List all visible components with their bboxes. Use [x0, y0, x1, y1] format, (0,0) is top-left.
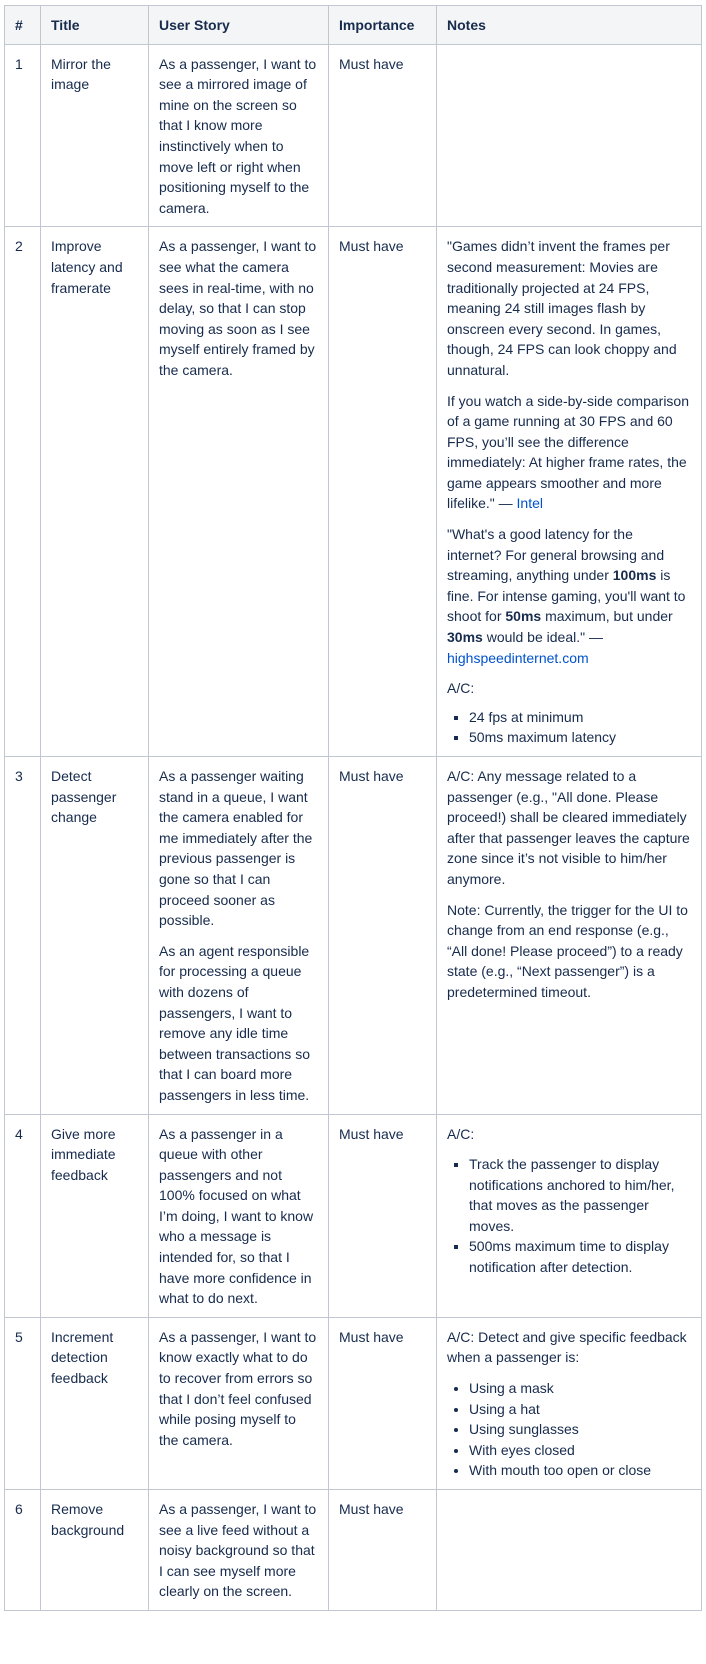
- story-paragraph: As an agent responsible for processing a queue with dozens of passengers, I want to remove any idle time between transactions so that I can board more passengers in less time.: [159, 942, 310, 1103]
- row-number: 5: [5, 1317, 41, 1489]
- row-importance: Must have: [329, 1114, 437, 1317]
- row-notes: [437, 1317, 702, 1489]
- row-notes: [437, 44, 702, 227]
- latency-quote-text: is fine. For intense gaming, you'll want to shoot for: [447, 567, 686, 625]
- row-user-story: [149, 1490, 329, 1611]
- notes-paragraph: A/C: Any message related to a passenger (e.g., "All done. Please proceed!) shall be cleared immediately after that passenger leaves the capture zone since it’s not visible to him/her anymore.: [447, 768, 690, 887]
- story-paragraph: As a passenger, I want to see a mirrored image of mine on the screen so that I know more instinctively when to move left or right when positioning myself to the camera.: [159, 55, 317, 216]
- row-user-story: [149, 757, 329, 1115]
- ac-list: [447, 707, 691, 748]
- list-item: • With eyes closed: [469, 1440, 691, 1461]
- ac-list: [447, 1154, 691, 1278]
- row-number: 3: [5, 757, 41, 1115]
- row-notes: [437, 227, 702, 757]
- row-notes: [437, 757, 702, 1115]
- table-row: [5, 757, 702, 1115]
- row-title: Increment detection feedback: [41, 1317, 149, 1489]
- row-user-story: [149, 1114, 329, 1317]
- story-paragraph: As a passenger, I want to see what the camera sees in real-time, with no delay, so that I can stop moving as soon as I see myself entirely framed by the camera.: [159, 238, 317, 378]
- list-item: • Using sunglasses: [469, 1419, 691, 1440]
- list-item: • Using a hat: [469, 1399, 691, 1420]
- list-item: • Using a mask: [469, 1378, 691, 1399]
- row-title: Improve latency and framerate: [41, 227, 149, 757]
- latency-50ms: 50ms: [505, 608, 542, 625]
- feedback-list: [447, 1378, 691, 1481]
- ac-label: A/C:: [447, 680, 475, 697]
- latency-30ms: 30ms: [447, 629, 483, 646]
- row-importance: Must have: [329, 1317, 437, 1489]
- table-row: [5, 227, 702, 757]
- user-stories-table: [4, 5, 702, 1611]
- table-row: [5, 1490, 702, 1611]
- story-paragraph: As a passenger, I want to know exactly what to do to recover from errors so that I don’t feel confused while posing myself to the camera.: [159, 1328, 317, 1448]
- row-user-story: [149, 227, 329, 757]
- table-row: [5, 1114, 702, 1317]
- row-number: 6: [5, 1490, 41, 1611]
- highspeedinternet-link[interactable]: highspeedinternet.com: [447, 649, 589, 666]
- table-row: [5, 1317, 702, 1489]
- row-importance: Must have: [329, 757, 437, 1115]
- row-user-story: [149, 1317, 329, 1489]
- list-item: • With mouth too open or close: [469, 1460, 691, 1481]
- row-notes: [437, 1490, 702, 1611]
- story-paragraph: As a passenger, I want to see a live feed without a noisy background so that I can see myself more clearly on the screen.: [159, 1501, 317, 1600]
- row-title: Detect passenger change: [41, 757, 149, 1115]
- header-user-story: User Story: [149, 6, 329, 45]
- latency-quote: [447, 524, 691, 668]
- header-notes: Notes: [437, 6, 702, 45]
- table-row: [5, 44, 702, 227]
- ac-label: A/C:: [447, 1125, 475, 1142]
- row-title: Give more immediate feedback: [41, 1114, 149, 1317]
- latency-100ms: 100ms: [612, 567, 657, 584]
- intel-quote-part-2: [447, 391, 691, 515]
- row-number: 1: [5, 44, 41, 227]
- row-importance: Must have: [329, 1490, 437, 1611]
- intel-link[interactable]: Intel: [516, 495, 544, 512]
- row-importance: Must have: [329, 44, 437, 227]
- row-number: 2: [5, 227, 41, 757]
- latency-quote-text: maximum, but under: [541, 608, 673, 625]
- notes-paragraph: Note: Currently, the trigger for the UI to change from an end response (e.g., “All done! Please proceed”) to a ready state (e.g., “Next passenger”) is a predetermined timeout.: [447, 901, 688, 1000]
- story-paragraph: As a passenger in a queue with other passengers and not 100% focused on what I’m doing, I want to know who a message is intended for, so that I have more confidence in what to do next.: [159, 1125, 314, 1307]
- story-paragraph: As a passenger waiting stand in a queue, I want the camera enabled for me immediately after the previous passenger is gone so that I can proceed sooner as possible.: [159, 768, 313, 929]
- header-row: [5, 6, 702, 45]
- row-title: Mirror the image: [41, 44, 149, 227]
- intel-quote-part-1: "Games didn’t invent the frames per second measurement: Movies are traditionally projected at 24 FPS, meaning 24 still images flash by onscreen every second. In games, though, 24 FPS can look choppy and unnatural.: [447, 238, 677, 378]
- row-title: Remove background: [41, 1490, 149, 1611]
- row-notes: [437, 1114, 702, 1317]
- list-item: ▪ 50ms maximum latency: [469, 727, 691, 748]
- header-title: Title: [41, 6, 149, 45]
- row-user-story: [149, 44, 329, 227]
- row-number: 4: [5, 1114, 41, 1317]
- notes-paragraph: A/C: Detect and give specific feedback when a passenger is:: [447, 1328, 687, 1366]
- header-importance: Importance: [329, 6, 437, 45]
- row-importance: Must have: [329, 227, 437, 757]
- list-item: ▪ Track the passenger to display notifications anchored to him/her, that moves as the passenger moves.: [469, 1154, 691, 1236]
- list-item: ▪ 24 fps at minimum: [469, 707, 691, 728]
- header-num: #: [5, 6, 41, 45]
- intel-quote-text: If you watch a side-by-side comparison of a game running at 30 FPS and 60 FPS, you’ll see the difference immediately: At higher frame rates, the game appears smoother and more lifelike." —: [447, 392, 689, 512]
- list-item: ▪ 500ms maximum time to display notification after detection.: [469, 1236, 691, 1277]
- latency-quote-text: "What's a good latency for the internet? For general browsing and streaming, anything under: [447, 526, 665, 584]
- latency-quote-text: would be ideal." —: [482, 629, 603, 646]
